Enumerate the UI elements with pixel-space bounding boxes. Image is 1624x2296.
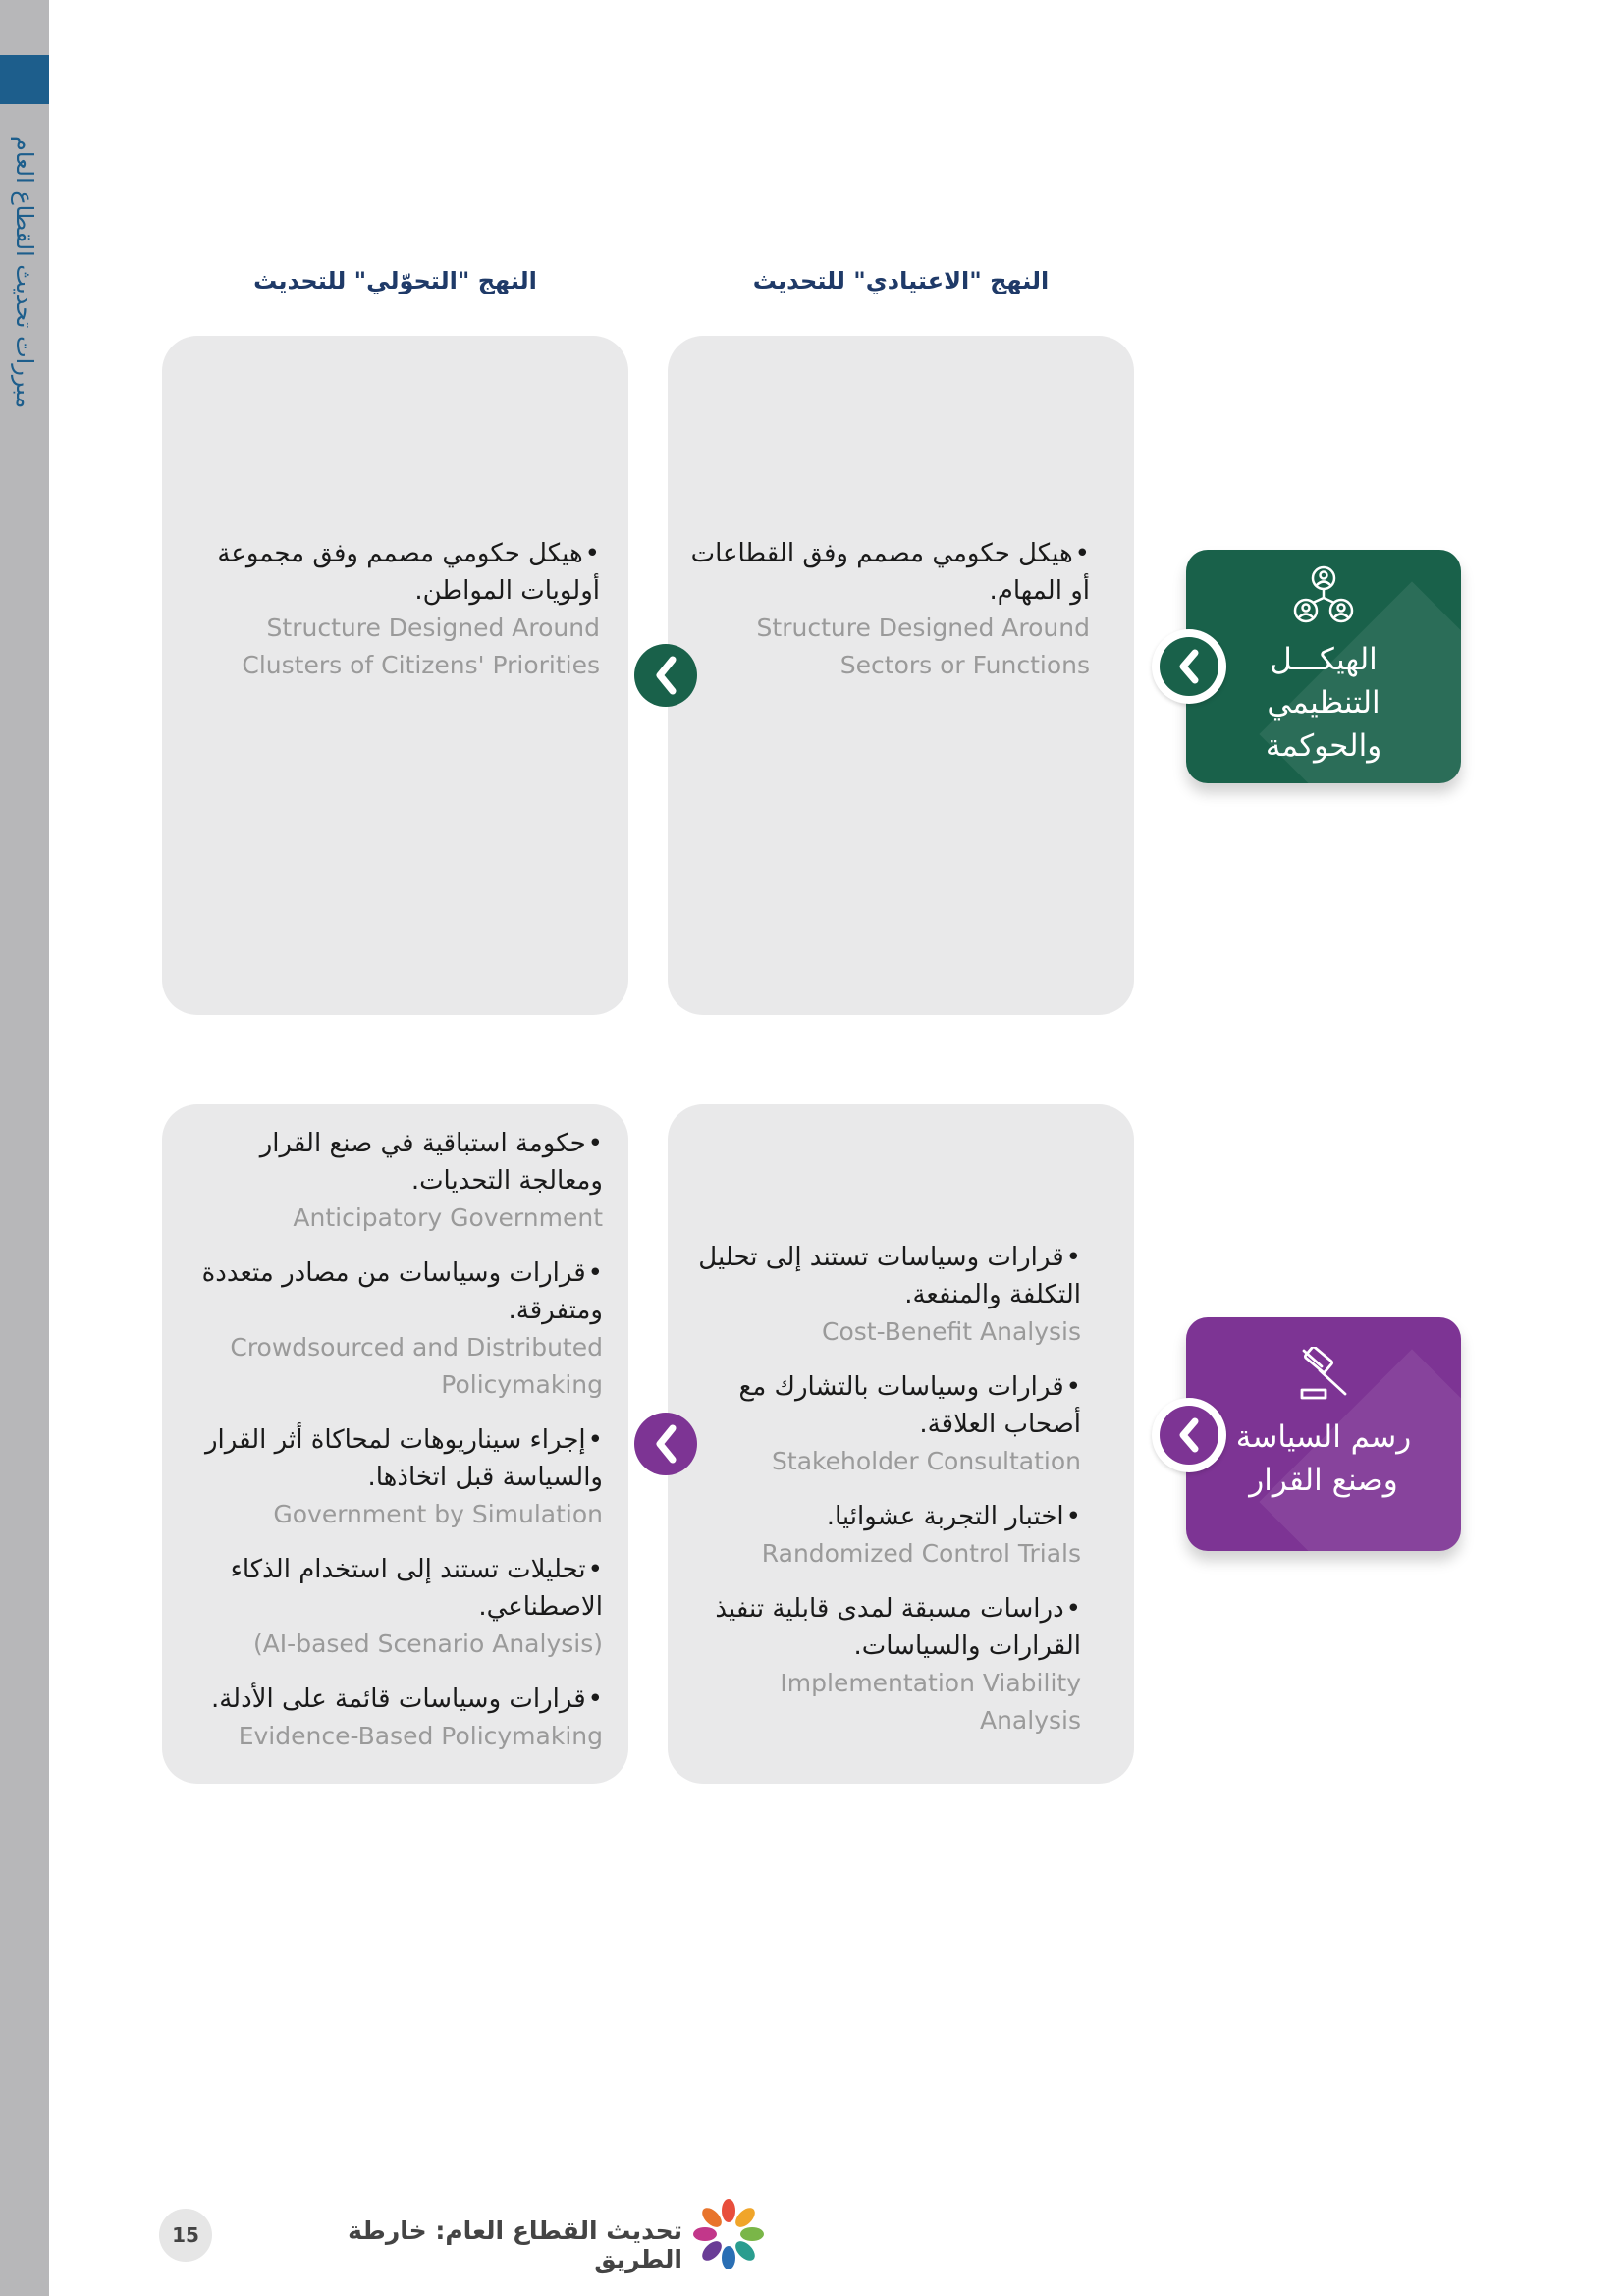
category-structure-governance <box>1186 550 1461 783</box>
list-item <box>687 1368 1081 1480</box>
item-english: Structure Designed Around Sectors or Functions <box>756 614 1090 679</box>
org-structure-icon <box>1289 565 1358 632</box>
list-item <box>182 1125 603 1237</box>
transformational-list-structure <box>182 535 600 702</box>
item-english: Structure Designed Around Clusters of Citizens' Priorities <box>242 614 600 679</box>
category-policy-decision <box>1186 1317 1461 1551</box>
list-item <box>182 1551 603 1663</box>
transformational-approach-heading: النهج "التحوّلي" للتحديث <box>253 267 537 294</box>
item-arabic: • هيكل حكومي مصمم وفق القطاعات أو المهام. <box>687 535 1090 610</box>
transformational-list-policy <box>182 1125 603 1773</box>
list-item <box>687 1239 1081 1351</box>
category-label: رسم السياسة وصنع القرار <box>1235 1419 1412 1498</box>
item-english: Crowdsourced and Distributed Policymaking <box>230 1333 603 1399</box>
item-arabic: • حكومة استباقية في صنع القرار ومعالجة التحديات. <box>182 1125 603 1200</box>
flower-logo-icon <box>687 2193 770 2279</box>
item-arabic: • تحليلات تستند إلى استخدام الذكاء الاصطناعي. <box>182 1551 603 1626</box>
item-english: Stakeholder Consultation <box>772 1447 1081 1475</box>
item-arabic: • دراسات مسبقة لمدى قابلية تنفيذ القرارات والسياسات. <box>687 1590 1081 1665</box>
traditional-list-policy <box>687 1239 1081 1757</box>
category-arrow <box>1152 629 1226 704</box>
list-item <box>687 1498 1081 1573</box>
sidebar-tab-marker <box>0 55 49 104</box>
item-arabic: • اختبار التجربة عشوائيا. <box>687 1498 1081 1535</box>
chevron-left-icon <box>1160 1406 1218 1465</box>
chevron-left-icon <box>1160 637 1218 696</box>
category-label: الهيكـــل التنظيمي والحوكمة <box>1265 642 1382 764</box>
chevron-left-icon <box>634 644 697 707</box>
item-arabic: • قرارات وسياسات تستند إلى تحليل التكلفة والمنفعة. <box>687 1239 1081 1313</box>
list-item <box>687 535 1090 684</box>
item-english: Randomized Control Trials <box>761 1539 1081 1568</box>
item-english: Government by Simulation <box>273 1500 603 1528</box>
footer-title: تحديث القطاع العام: خارطة الطريق <box>348 2216 682 2273</box>
sidebar-title: مبررات تحديث القطاع العام <box>11 136 38 409</box>
list-item <box>687 1590 1081 1739</box>
item-arabic: • إجراء سيناريوهات لمحاكاة أثر القرار والسياسة قبل اتخاذها. <box>182 1421 603 1496</box>
item-english: Anticipatory Government <box>293 1203 603 1232</box>
item-english: Implementation Viability Analysis <box>780 1669 1081 1735</box>
list-item <box>182 1421 603 1533</box>
chevron-left-icon <box>634 1413 697 1475</box>
item-arabic: • قرارات وسياسات من مصادر متعددة ومتفرقة. <box>182 1255 603 1329</box>
gavel-icon <box>1292 1347 1355 1406</box>
page-number: 15 <box>159 2209 212 2262</box>
item-arabic: • قرارات وسياسات قائمة على الأدلة. <box>182 1681 603 1718</box>
traditional-approach-heading: النهج "الاعتيادي" للتحديث <box>752 267 1050 294</box>
item-arabic: • هيكل حكومي مصمم وفق مجموعة أولويات المواطن. <box>182 535 600 610</box>
item-english: Cost-Benefit Analysis <box>822 1317 1081 1346</box>
list-item <box>182 1255 603 1404</box>
list-item <box>182 1681 603 1755</box>
list-item <box>182 535 600 684</box>
item-arabic: • قرارات وسياسات بالتشارك مع أصحاب العلاقة. <box>687 1368 1081 1443</box>
item-english: (AI-based Scenario Analysis) <box>252 1629 603 1658</box>
item-english: Evidence-Based Policymaking <box>238 1722 603 1750</box>
category-arrow <box>1152 1398 1226 1472</box>
traditional-list-structure <box>687 535 1090 702</box>
